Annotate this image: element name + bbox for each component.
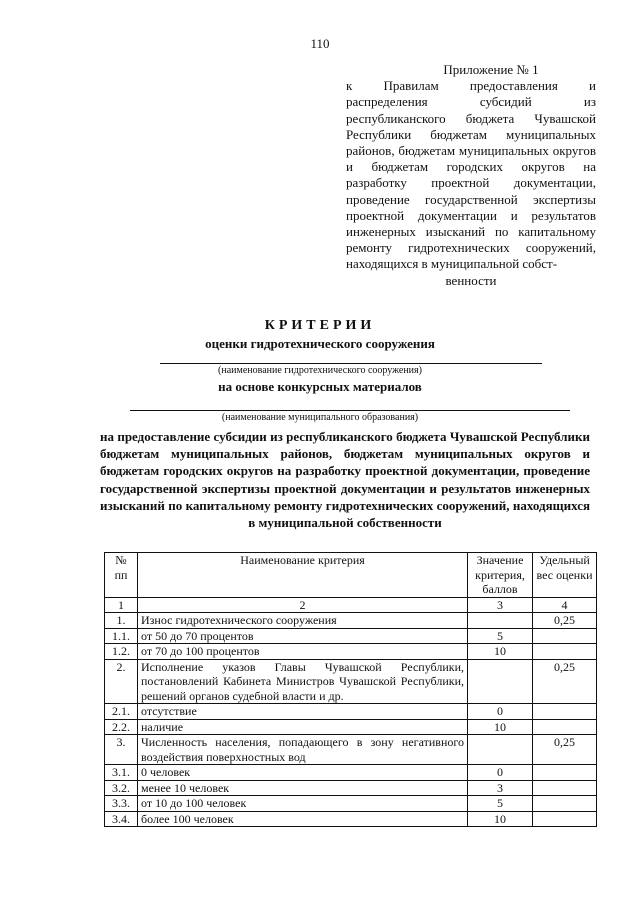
column-number: 4 <box>533 597 597 613</box>
criterion-value: 10 <box>468 644 533 660</box>
header-num: № пп <box>105 553 138 598</box>
column-number-row <box>105 597 597 613</box>
criterion-number: 2.2. <box>105 719 138 735</box>
table-row <box>105 659 597 704</box>
caption-municipality-name: (наименование муниципального образования) <box>221 412 419 423</box>
criterion-number: 3.3. <box>105 796 138 812</box>
column-number: 1 <box>105 597 138 613</box>
blank-line-structure <box>160 363 542 364</box>
criteria-table <box>104 552 597 827</box>
criterion-weight <box>533 644 597 660</box>
table-row <box>105 628 597 644</box>
header-value: Значение критерия, баллов <box>468 553 533 598</box>
criterion-number: 3.4. <box>105 811 138 827</box>
criterion-value <box>468 659 533 704</box>
criterion-weight <box>533 704 597 720</box>
criterion-name: от 50 до 70 процентов <box>138 628 468 644</box>
column-number: 3 <box>468 597 533 613</box>
criterion-number: 2.1. <box>105 704 138 720</box>
purpose-text: на предоставление субсидии из республиканского бюджета Чувашской Республики бюджетам муниципальных районов, бюджетам муниципальных округов и бюджетам городских округов на разработку проектной документации, проведение государственной экспертизы проектной документации и результатов инженерных изысканий по капитальному ремонту гидротехнических сооружений, находящихся в муниципальной собственности <box>100 429 590 531</box>
criterion-value: 3 <box>468 780 533 796</box>
criterion-name: 0 человек <box>138 765 468 781</box>
column-number: 2 <box>138 597 468 613</box>
criterion-value <box>468 613 533 629</box>
caption-structure-name: (наименование гидротехнического сооружения) <box>218 365 422 376</box>
criterion-name: от 70 до 100 процентов <box>138 644 468 660</box>
criterion-name: наличие <box>138 719 468 735</box>
criterion-name: Износ гидротехнического сооружения <box>138 613 468 629</box>
criterion-number: 3.1. <box>105 765 138 781</box>
document-title: КРИТЕРИИ <box>264 318 376 333</box>
criterion-number: 1.1. <box>105 628 138 644</box>
table-row <box>105 735 597 765</box>
table-row <box>105 644 597 660</box>
criterion-weight <box>533 628 597 644</box>
table-row <box>105 796 597 812</box>
competition-line: на основе конкурсных материалов <box>218 379 422 394</box>
table-row <box>105 811 597 827</box>
table-row <box>105 613 597 629</box>
criterion-value: 0 <box>468 765 533 781</box>
criterion-name: более 100 человек <box>138 811 468 827</box>
criterion-weight: 0,25 <box>533 613 597 629</box>
criterion-value <box>468 735 533 765</box>
table-row <box>105 704 597 720</box>
criterion-weight <box>533 719 597 735</box>
appendix-title: Приложение № 1 <box>443 62 539 77</box>
criterion-number: 1.2. <box>105 644 138 660</box>
criterion-value: 10 <box>468 719 533 735</box>
table-row <box>105 765 597 781</box>
criterion-number: 1. <box>105 613 138 629</box>
criterion-weight: 0,25 <box>533 735 597 765</box>
header-weight: Удельный вес оценки <box>533 553 597 598</box>
appendix-last-line: венности <box>445 272 497 288</box>
page-number: 110 <box>310 36 330 51</box>
criterion-name: Численность населения, попадающего в зону негативного воздействия поверхностных вод <box>138 735 468 765</box>
document-subtitle: оценки гидротехнического сооружения <box>205 336 435 351</box>
criterion-value: 0 <box>468 704 533 720</box>
criterion-weight <box>533 796 597 812</box>
table-row <box>105 780 597 796</box>
criterion-name: Исполнение указов Главы Чувашской Республики, постановлений Кабинета Министров Чувашской Республики, решений органов судебной власти и др. <box>138 659 468 704</box>
criterion-weight <box>533 811 597 827</box>
table-row <box>105 719 597 735</box>
criterion-value: 10 <box>468 811 533 827</box>
appendix-body: к Правилам предоставления и распределения субсидий из республиканского бюджета Чувашской Республики бюджетам муниципальных районов, бюджетам муниципальных округов и бюджетам городских округов на разработку проектной документации, проведение государственной экспертизы проектной документации и результатов инженерных изысканий по капитальному ремонту гидротехнических сооружений, находящихся в муниципальной собст- <box>346 78 596 272</box>
criterion-number: 3. <box>105 735 138 765</box>
criterion-value: 5 <box>468 796 533 812</box>
criterion-name: отсутствие <box>138 704 468 720</box>
criterion-weight <box>533 765 597 781</box>
appendix-block <box>346 62 596 289</box>
criterion-name: от 10 до 100 человек <box>138 796 468 812</box>
criterion-number: 2. <box>105 659 138 704</box>
header-name: Наименование критерия <box>138 553 468 598</box>
criterion-weight <box>533 780 597 796</box>
criterion-number: 3.2. <box>105 780 138 796</box>
criterion-value: 5 <box>468 628 533 644</box>
criterion-name: менее 10 человек <box>138 780 468 796</box>
criterion-weight: 0,25 <box>533 659 597 704</box>
blank-line-municipality <box>130 410 570 411</box>
table-header-row <box>105 553 597 598</box>
